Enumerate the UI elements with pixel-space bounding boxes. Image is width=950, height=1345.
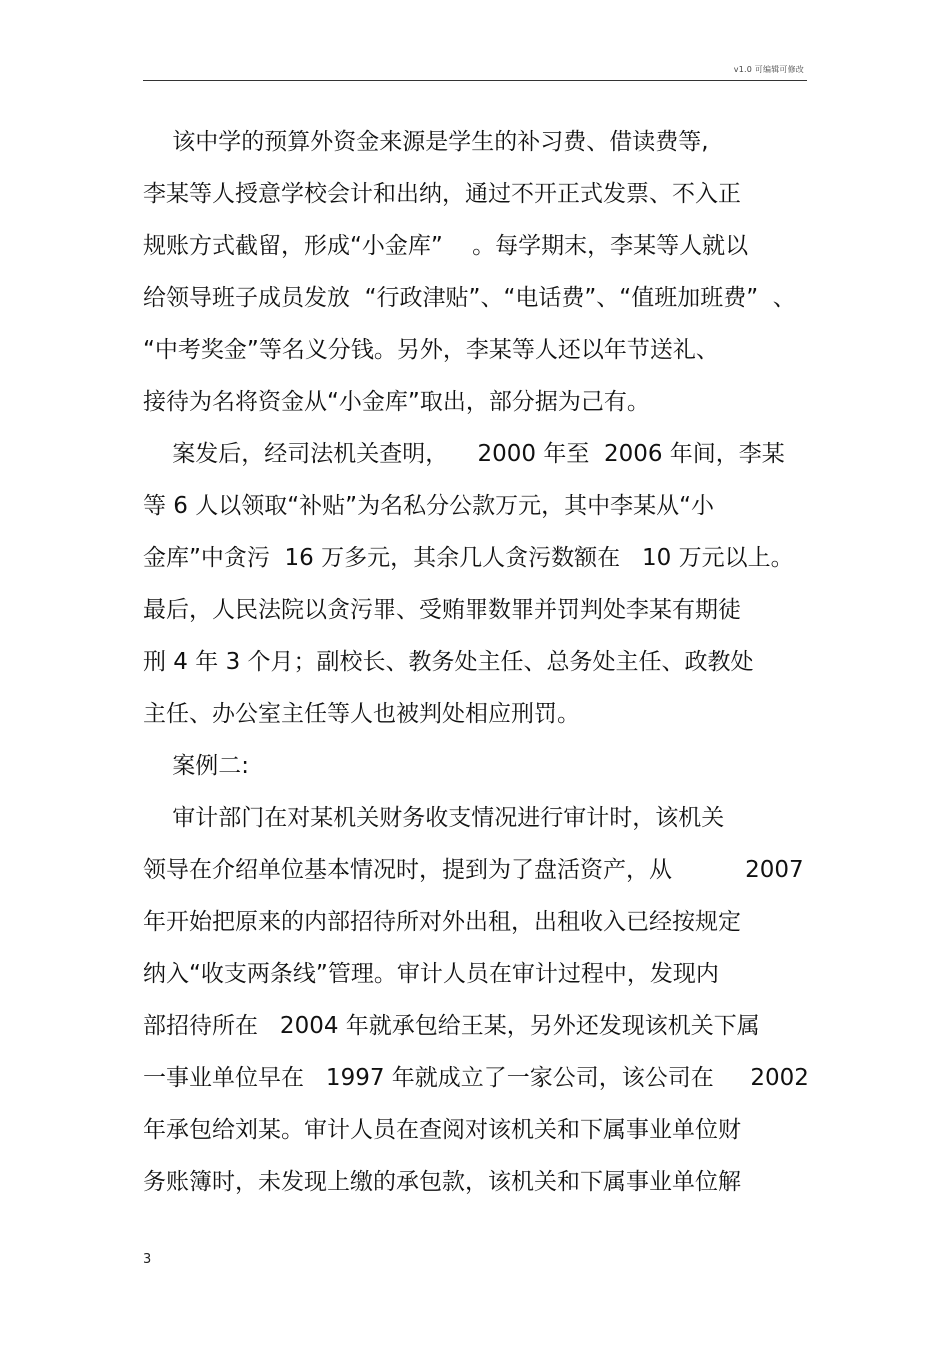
paragraph-line: 接待为名将资金从“小金库”取出，部分据为己有。: [143, 389, 650, 415]
paragraph-line: 领导在介绍单位基本情况时，提到为了盘活资产，从 2007: [143, 857, 804, 883]
paragraph-line: “中考奖金”等名义分钱。另外，李某等人还以年节送礼、: [143, 337, 719, 363]
paragraph-line: 年承包给刘某。审计人员在查阅对该机关和下属事业单位财: [143, 1117, 741, 1143]
paragraph-line: 该中学的预算外资金来源是学生的补习费、借读费等,: [143, 129, 709, 155]
paragraph-line: 案发后，经司法机关查明， 2000 年至 2006 年间，李某: [143, 441, 785, 467]
paragraph-line: 刑 4 年 3 个月；副校长、教务处主任、总务处主任、政教处: [143, 649, 754, 675]
paragraph-line: 纳入“收支两条线”管理。审计人员在审计过程中，发现内: [143, 961, 719, 987]
document-body: [143, 124, 807, 1216]
page-number: 3: [143, 1252, 152, 1267]
paragraph-line: 最后，人民法院以贪污罪、受贿罪数罪并罚判处李某有期徒: [143, 597, 741, 623]
version-note: v1.0 可编辑可修改: [733, 65, 804, 74]
paragraph-line: 务账簿时，未发现上缴的承包款，该机关和下属事业单位解: [143, 1169, 741, 1195]
paragraph-line: 年开始把原来的内部招待所对外出租，出租收入已经按规定: [143, 909, 741, 935]
paragraph-line: 李某等人授意学校会计和出纳，通过不开正式发票、不入正: [143, 181, 741, 207]
paragraph-line: 金库”中贪污 16 万多元，其余几人贪污数额在 10 万元以上。: [143, 545, 794, 571]
paragraph-line: 等 6 人以领取“补贴”为名私分公款万元，其中李某从“小: [143, 493, 715, 519]
paragraph-line: 给领导班子成员发放 “行政津贴”、“电话费”、“值班加班费” 、: [143, 285, 796, 311]
paragraph-line: 规账方式截留，形成“小金库” 。每学期末，李某等人就以: [143, 233, 749, 259]
paragraph-line: 主任、办公室主任等人也被判处相应刑罚。: [143, 701, 580, 727]
paragraph-line: 一事业单位早在 1997 年就成立了一家公司，该公司在 2002: [143, 1065, 809, 1091]
header-divider: [143, 80, 807, 81]
paragraph-line: 部招待所在 2004 年就承包给王某，另外还发现该机关下属: [143, 1013, 760, 1039]
paragraph-line: 审计部门在对某机关财务收支情况进行审计时，该机关: [143, 805, 725, 831]
section-heading: 案例二:: [143, 753, 249, 779]
